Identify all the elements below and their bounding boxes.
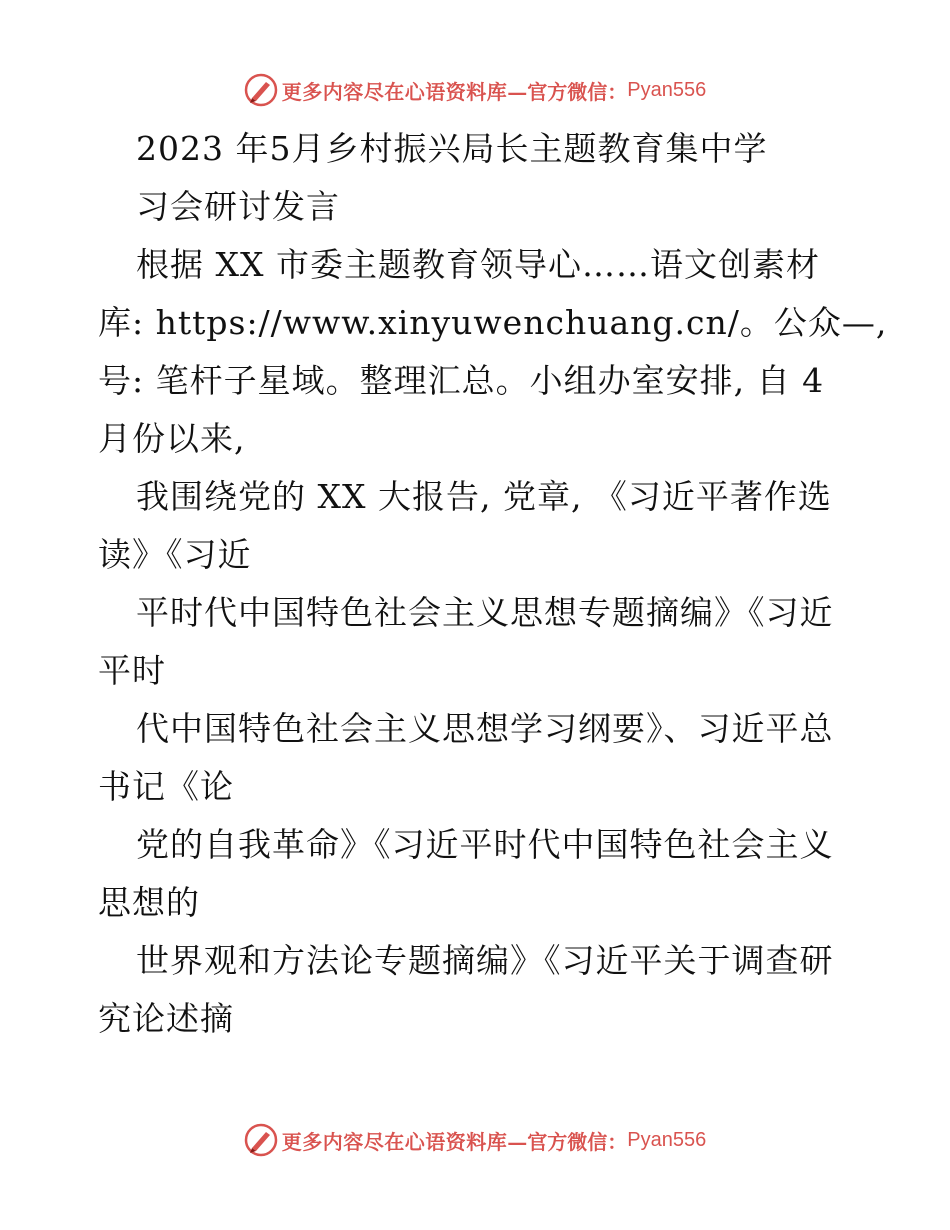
paragraph-line: 根据 XX 市委主题教育领导心……语文创素材 [136, 245, 820, 284]
paragraph-line: 世界观和方法论专题摘编》《习近平关于调查研 [136, 941, 834, 980]
paragraph-line: 代中国特色社会主义思想学习纲要》、习近平总 [136, 709, 834, 748]
paragraph-line: 究论述摘 [98, 999, 234, 1038]
watermark-handle: Pyan556 [627, 1128, 707, 1151]
title-line-1: 2023 年5月乡村振兴局长主题教育集中学 [136, 129, 768, 168]
paragraph-line: 思想的 [98, 883, 200, 922]
paragraph-line: 我围绕党的 XX 大报告, 党章, 《习近平著作选 [136, 477, 832, 516]
document-body [98, 120, 888, 1048]
watermark-text: 更多内容尽在心语资料库 [281, 79, 508, 104]
title-line-2: 习会研讨发言 [136, 187, 340, 226]
header-watermark [0, 70, 950, 110]
paragraph-line: 号: 笔杆子星域。整理汇总。小组办室安排, 自 4 [98, 361, 825, 400]
paragraph-line: 党的自我革命》《习近平时代中国特色社会主义 [136, 825, 834, 864]
paragraph-line: 库: https://www.xinyuwenchuang.cn/。公众—, [98, 303, 888, 342]
paragraph-line: 读》《习近 [98, 535, 252, 574]
pen-logo-icon [244, 1123, 278, 1157]
paragraph-line: 月份以来, [98, 419, 246, 458]
footer-watermark [0, 1120, 950, 1160]
watermark-text: 更多内容尽在心语资料库 [281, 1129, 508, 1154]
paragraph-line: 书记《论 [98, 767, 234, 806]
paragraph-line: 平时代中国特色社会主义思想专题摘编》《习近 [136, 593, 834, 632]
watermark-separator: —官方微信： [507, 79, 628, 104]
pen-logo-icon [244, 73, 278, 107]
paragraph-line: 平时 [98, 651, 166, 690]
watermark-handle: Pyan556 [627, 78, 707, 101]
watermark-separator: —官方微信： [507, 1129, 628, 1154]
